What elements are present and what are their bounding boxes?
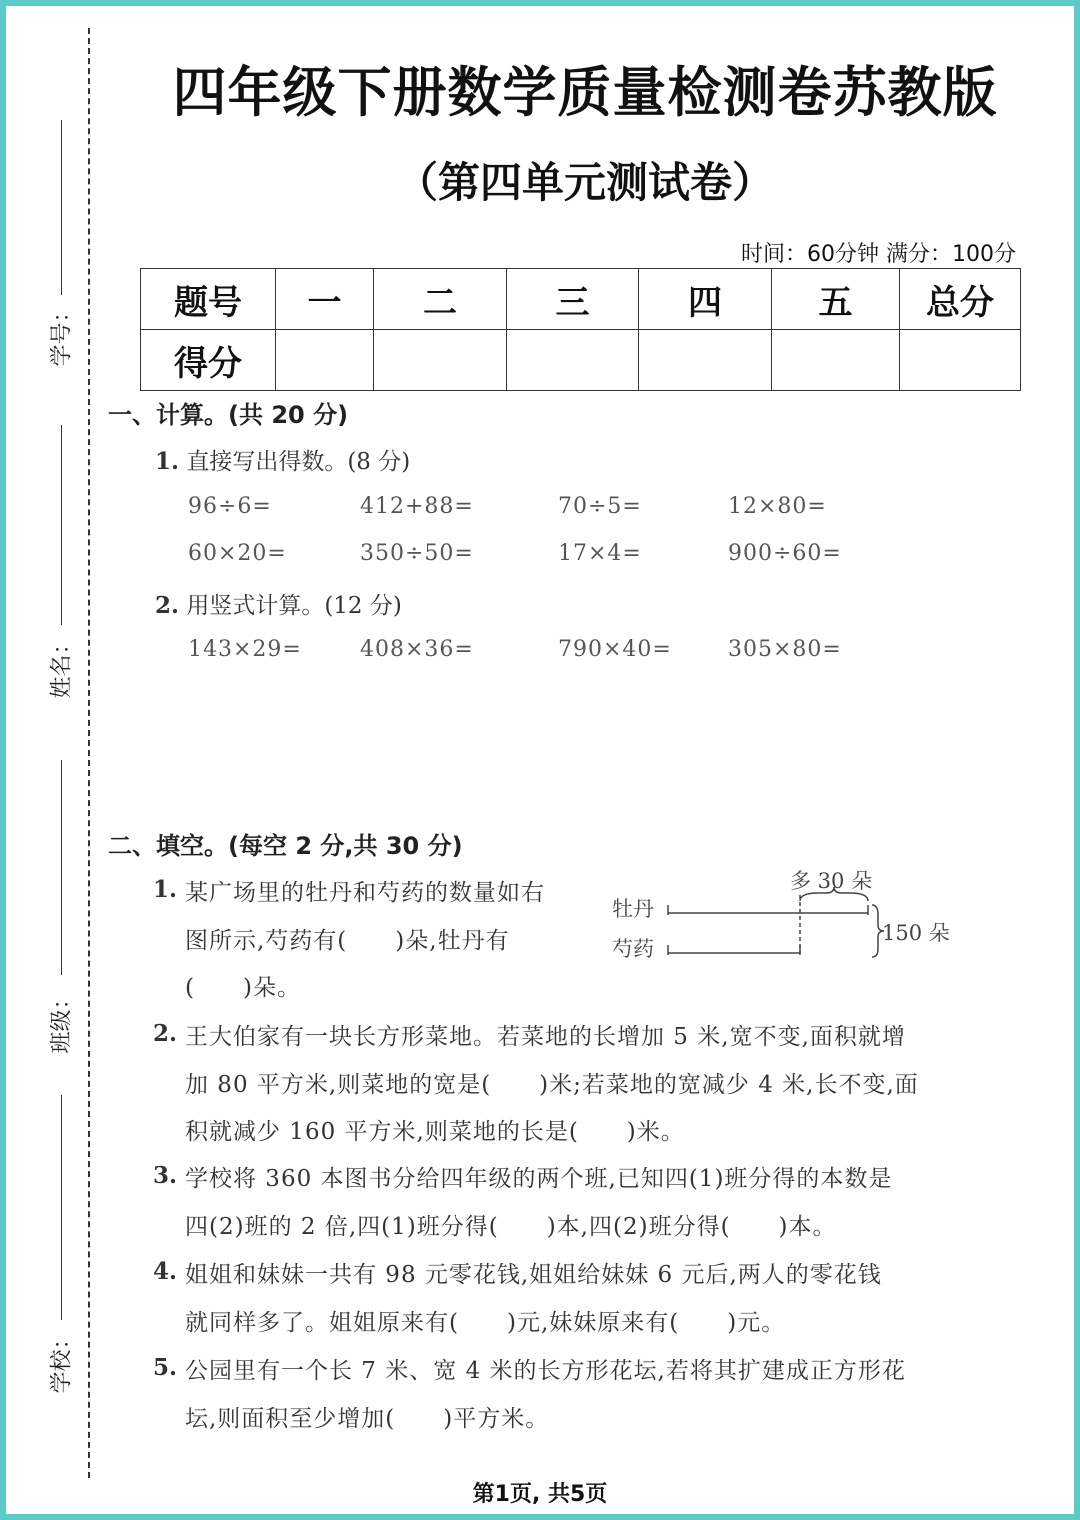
- time-info: 时间：60分钟 满分：100分: [741, 242, 1016, 267]
- score-cell[interactable]: [639, 330, 772, 391]
- header-cell: 一: [276, 269, 374, 330]
- question-2-1-line: ( )朵。: [185, 975, 301, 1001]
- calc-item: 70÷5=: [558, 494, 642, 519]
- header-cell: 五: [772, 269, 900, 330]
- score-cell[interactable]: [374, 330, 507, 391]
- question-2-4-line: 就同样多了。姐姐原来有( )元,妹妹原来有( )元。: [185, 1310, 786, 1336]
- question-2-3-line: 四(2)班的 2 倍,四(1)班分得( )本,四(2)班分得( )本。: [185, 1214, 837, 1240]
- calc-item: 305×80=: [728, 637, 842, 662]
- score-table-score-row: [141, 330, 1021, 391]
- question-2-2-line: 积就减少 160 平方米,则菜地的长是( )米。: [185, 1119, 685, 1145]
- section1-title: 一、计算。(共 20 分): [108, 401, 349, 429]
- question-2-1-line: 某广场里的牡丹和芍药的数量如右: [185, 880, 545, 906]
- page-subtitle: （第四单元测试卷）: [395, 158, 774, 207]
- score-row-label: 得分: [141, 330, 276, 391]
- question-1-1: [155, 443, 410, 476]
- question-2-5-line: 坛,则面积至少增加( )平方米。: [185, 1406, 550, 1432]
- score-cell[interactable]: [276, 330, 374, 391]
- score-table: [140, 268, 1021, 391]
- diagram-total-label: 150 朵: [882, 921, 950, 945]
- header-cell: 三: [507, 269, 639, 330]
- calc-item: 408×36=: [360, 637, 474, 662]
- calc-item: 790×40=: [558, 637, 672, 662]
- name-label: 姓名：: [49, 632, 75, 699]
- question-number: 2.: [155, 592, 180, 619]
- question-text: 用竖式计算。(12 分): [186, 593, 402, 619]
- score-cell[interactable]: [772, 330, 900, 391]
- score-table-header-row: [141, 269, 1021, 330]
- question-number: 1.: [155, 448, 180, 475]
- header-cell: 二: [374, 269, 507, 330]
- line-segment-diagram: [660, 885, 885, 960]
- diagram-herbaceous-peony-label: 芍药: [612, 937, 654, 961]
- question-number: 2.: [153, 1020, 178, 1047]
- class-line: [61, 760, 62, 975]
- question-number: 4.: [153, 1258, 178, 1285]
- question-number: 3.: [153, 1162, 178, 1189]
- question-number: 5.: [153, 1354, 178, 1381]
- school-label: 学校：: [49, 1327, 75, 1394]
- question-2-3-line: 学校将 360 本图书分给四年级的两个班,已知四(1)班分得的本数是: [185, 1166, 893, 1192]
- question-2-2-line: 加 80 平方米,则菜地的宽是( )米;若菜地的宽减少 4 米,长不变,面: [185, 1072, 919, 1098]
- student-id-label: 学号：: [49, 300, 75, 367]
- question-2-2-line: 王大伯家有一块长方形菜地。若菜地的长增加 5 米,宽不变,面积就增: [185, 1024, 906, 1050]
- header-cell: 总分: [900, 269, 1021, 330]
- calc-item: 412+88=: [360, 494, 474, 519]
- question-text: 直接写出得数。(8 分): [186, 449, 411, 475]
- page-footer: 第1页, 共5页: [472, 1482, 608, 1507]
- question-number: 1.: [153, 876, 178, 903]
- calc-item: 350÷50=: [360, 541, 474, 566]
- calc-item: 900÷60=: [728, 541, 842, 566]
- calc-item: 12×80=: [728, 494, 827, 519]
- score-cell[interactable]: [900, 330, 1021, 391]
- binding-dashed-line: [88, 28, 90, 1478]
- page-title: 四年级下册数学质量检测卷苏教版: [172, 61, 998, 124]
- question-2-4-line: 姐姐和妹妹一共有 98 元零花钱,姐姐给妹妹 6 元后,两人的零花钱: [185, 1262, 882, 1288]
- student-id-line: [61, 120, 62, 295]
- calc-item: 60×20=: [188, 541, 287, 566]
- calc-item: 96÷6=: [188, 494, 272, 519]
- diagram-difference-label: 多 30 朵: [790, 869, 873, 893]
- score-cell[interactable]: [507, 330, 639, 391]
- question-2-5-line: 公园里有一个长 7 米、宽 4 米的长方形花坛,若将其扩建成正方形花: [185, 1358, 906, 1384]
- calc-item: 143×29=: [188, 637, 302, 662]
- school-line: [61, 1095, 62, 1320]
- section2-title: 二、填空。(每空 2 分,共 30 分): [108, 832, 463, 860]
- diagram-peony-label: 牡丹: [612, 897, 654, 921]
- name-line: [61, 425, 62, 625]
- header-cell: 四: [639, 269, 772, 330]
- question-2-1-line: 图所示,芍药有( )朵,牡丹有: [185, 928, 510, 954]
- class-label: 班级：: [49, 987, 75, 1054]
- calc-item: 17×4=: [558, 541, 642, 566]
- header-cell: 题号: [141, 269, 276, 330]
- question-1-2: [155, 587, 402, 620]
